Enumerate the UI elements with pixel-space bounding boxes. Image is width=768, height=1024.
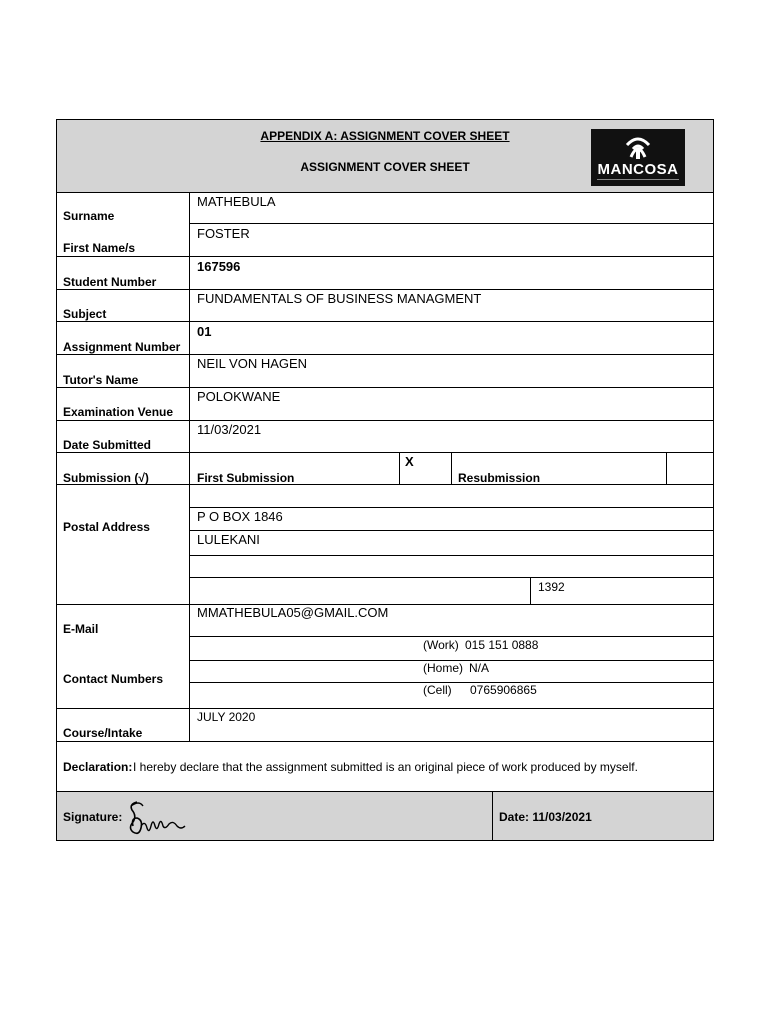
signature-label: Signature:: [63, 810, 123, 824]
postal-code: 1392: [538, 580, 565, 594]
submission-label: Submission (√): [63, 471, 149, 485]
cell-phone-value: 0765906865: [470, 683, 537, 697]
mancosa-logo: [591, 129, 685, 186]
postal-address-label: Postal Address: [63, 520, 150, 534]
student-number-value: 167596: [197, 259, 241, 274]
first-name-label: First Name/s: [63, 241, 136, 255]
first-name-value: FOSTER: [197, 226, 250, 241]
date-submitted-value: 11/03/2021: [197, 422, 262, 437]
date-submitted-label: Date Submitted: [63, 438, 152, 452]
subject-value: FUNDAMENTALS OF BUSINESS MANAGMENT: [197, 291, 482, 306]
first-submission-label: First Submission: [197, 471, 295, 485]
tutor-name-value: NEIL VON HAGEN: [197, 356, 308, 371]
course-intake-label: Course/Intake: [63, 726, 143, 740]
email-value: MMATHEBULA05@GMAIL.COM: [197, 605, 389, 620]
declaration-label: Declaration:: [63, 760, 133, 774]
cell-phone-label: (Cell): [423, 683, 452, 697]
home-phone-label: (Home): [423, 661, 464, 675]
signature-date: Date: 11/03/2021: [499, 810, 592, 824]
logo-underline: [597, 179, 679, 180]
logo-emblem-icon: [591, 131, 685, 163]
student-number-label: Student Number: [63, 275, 157, 289]
handwritten-signature: [123, 796, 189, 838]
logo-text: MANCOSA: [597, 161, 679, 178]
tutor-name-label: Tutor's Name: [63, 373, 139, 387]
sheet-title: APPENDIX A: ASSIGNMENT COVER SHEET: [260, 129, 510, 143]
assignment-number-label: Assignment Number: [63, 340, 181, 354]
exam-venue-label: Examination Venue: [63, 405, 174, 419]
postal-line1: P O BOX 1846: [197, 509, 283, 524]
home-phone-value: N/A: [469, 661, 490, 675]
exam-venue-value: POLOKWANE: [197, 389, 281, 404]
work-phone-label: (Work): [423, 638, 459, 652]
email-label: E-Mail: [63, 622, 99, 636]
subject-label: Subject: [63, 307, 107, 321]
declaration-text: I hereby declare that the assignment submitted is an original piece of work produced by myself.: [133, 760, 638, 774]
assignment-number-value: 01: [197, 324, 212, 339]
cover-sheet: [56, 119, 714, 841]
work-phone-value: 015 151 0888: [465, 638, 539, 652]
surname-value: MATHEBULA: [197, 194, 276, 209]
resubmission-label: Resubmission: [458, 471, 541, 485]
postal-line2: LULEKANI: [197, 532, 260, 547]
sheet-subtitle: ASSIGNMENT COVER SHEET: [300, 160, 470, 174]
first-submission-mark[interactable]: X: [405, 454, 414, 469]
contact-numbers-label: Contact Numbers: [63, 672, 164, 686]
course-intake-value: JULY 2020: [197, 710, 256, 724]
surname-label: Surname: [63, 209, 115, 223]
